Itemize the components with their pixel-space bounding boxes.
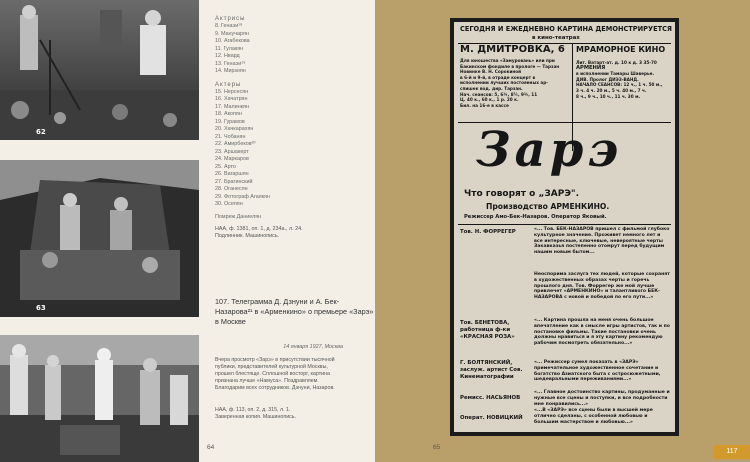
list-item: 23. Аршакерт [215, 148, 249, 155]
page-number-right: 65 [433, 444, 441, 451]
schedule-line: ДИВ. Пролог ДИЭЗ-ВАНД. [576, 76, 639, 82]
list-item: 27. Брагинский [215, 178, 253, 185]
list-item: 8. Генаэи¹⁸ [215, 23, 243, 29]
page-number-left: 64 [207, 444, 215, 451]
list-item: 14. Мирзоян [215, 68, 246, 74]
schedule-line: в исполнении Тамары Шаверье. [576, 71, 655, 77]
list-item: 19. Гурамов [215, 118, 245, 125]
schedule-line: Для юношества «Замуровань» или при [460, 58, 555, 63]
cinema-name: М. ДМИТРОВКА, 6 [460, 44, 565, 55]
document-body: Вчера просмотр «Зарэ» в присутствии тысячной публики, представителей культурной Москвы, прошел блестяще. Сплошной восторг, картина признана лучше «Намуса». Поздравляем. Благодарим всех сотрудников. Дзнуни, Назаров. [215, 357, 335, 391]
page-badge: 117 [714, 445, 750, 459]
quote-text: «... Тов. БЕК-НАЗАРОВ пришел с фильмой глубоко культурное значение. Проживет немного лет и все интересные, ключевые, невероятные черты Закавказья постепенно отомрут перед будущим нашим новым бытом... [534, 227, 670, 256]
schedule-line: 8 ч., 9 ч., 10 ч., 11 ч. 30 м. [576, 93, 641, 99]
photo-63 [0, 160, 199, 317]
quote-author: Тов. Н. ФОРРЕГЕР [460, 229, 516, 235]
list-item: 29. Фотограф Агаякян [215, 193, 270, 200]
photo-64 [0, 335, 199, 462]
actresses-heading: Актрисы [215, 16, 246, 22]
schedule-line: Лит. Ватарт-ат. д. 10 к д. 3 35-70 [576, 60, 657, 65]
source-line: НАА, ф. 113, оп. 2, д. 315, л. 1. [215, 407, 291, 413]
schedule-line: исполнении лучших постоянных ар- [460, 80, 548, 86]
quote-author: Тов. БЕНЕТОВА, работница ф-ки «КРАСНАЯ РОЗА» [460, 320, 515, 340]
schedule-line: АРМЕНИЯ [576, 64, 606, 71]
advertisement-body [454, 22, 675, 432]
newspaper-advertisement [450, 18, 679, 436]
producer: Производство АРМЕНКИНО. [486, 202, 610, 211]
schedule-line: 3 ч. 4 ч. 20 м., 5 ч. 40 м., 7 ч. [576, 87, 647, 93]
quote-author: Ремисс. НАСЬЯНОВ [460, 395, 521, 401]
cast-list [215, 16, 370, 240]
list-item: 10. Агабекова [215, 38, 250, 44]
cinema-schedule [460, 58, 570, 108]
photo-62 [0, 0, 199, 140]
quote-author: Операт. НОВИЦКИЙ [460, 415, 523, 421]
top-banner: СЕГОДНЯ И ЕЖЕДНЕВНО КАРТИНА ДЕМОНСТРИРУЕТСЯ [460, 25, 672, 33]
list-item: 21. Чобанян [215, 133, 246, 140]
actors-heading: Актеры [215, 81, 242, 88]
assistant-director: Помреж Даниелян [215, 213, 262, 220]
document-date: 14 января 1927, Москва [283, 344, 343, 350]
quote-text: Неоспорима заслуга тех людей, которые сохранят в художественных образах черты и горечь прошлого дня. Тов. Форрегер же мой лучше привлечет «АРМЕНКИНО» и талантливого БЕК-НАЗАРОВА с новой и победой по его пути...» [534, 272, 670, 301]
list-item: 13. Генаэи¹⁹ [215, 60, 246, 67]
list-item: 20. Хачкарахян [215, 126, 254, 132]
source-note: Заверенная копия. Машинопись. [215, 414, 297, 420]
source-line: НАА, ф. 1381, оп. 1, д. 234а., л. 24. [215, 226, 303, 232]
photo-number: 62 [36, 128, 46, 136]
list-item: 26. Вагаршян [215, 171, 249, 177]
list-item: 16. Хачатрян [215, 96, 248, 102]
quote-author: Г. БОЛТЯНСКИЙ, заслуж. артист Сов. Кинематографии [460, 360, 523, 380]
schedule-line: Нач. сеансов: 5, 6¾, 8¼, 9¾, 11 [460, 91, 538, 97]
quote-text: «... Главное достоинство картины, продуманные и нужные все сцены и поступки, и все подробности мне понравились...» [534, 390, 670, 407]
quote-text: «... Режиссер сумел показать в «ЗАРЭ» примечательное художественное сочетание и богатство Азиатского быта с остросюжетными, шедевральными переживаниями...» [534, 360, 661, 383]
divider [458, 224, 671, 225]
schedule-line: Новинке В. Н. Сорокиной [460, 69, 522, 75]
schedule-line: Ц. 40 к., 60 к., 1 р. 20 к. [460, 97, 519, 103]
cinemas-line: в кино-театрах [532, 35, 580, 41]
list-item: 12. Нвард [215, 53, 240, 59]
list-item: 18. Акопян [215, 111, 242, 117]
schedule-line: Бакинском фондиле в прологе — Тарзан [460, 63, 560, 69]
list-item: 30. Осепян [215, 201, 243, 207]
schedule-line: НАЧАЛО СЕАНСОВ: 12 ч., 1 ч. 50 м., [576, 82, 663, 88]
schedule-line: спишек вод. дир. Тарзан. [460, 85, 523, 91]
photo-number: 63 [36, 304, 46, 312]
source-block [215, 407, 347, 421]
quote-text: «... Картина прошла на меня очень большое впечатление как в смысле игры артистов, так и по постановке фильмы. Такие постановки очень должны нравиться и я эту картину рекомендую рабочим посмотреть обязательно...» [534, 318, 670, 347]
subtitle: Что говорят о „ЗАРЭ". [464, 189, 580, 199]
list-item: 24. Маркаров [215, 156, 249, 162]
list-item: 17. Малинкян [215, 103, 249, 110]
document-title: 107. Телеграмма Д. Дзнуни и А. Бек-Назарова²¹ в «Арменкино» о премьере «Зарэ» в Москве [215, 297, 374, 326]
list-item: 28. Оганесян [215, 186, 248, 192]
source-note: Подлинник. Машинопись. [215, 233, 280, 239]
list-item: 25. Арто [215, 163, 236, 170]
cinema-schedule [576, 60, 672, 99]
list-item: 11. Гулакян [215, 45, 244, 52]
schedule-line: Бил. на 16-е в кассе [460, 102, 509, 108]
credits: Режиссер Амо-Бек-Назаров. Оператор Яковый. [464, 214, 607, 220]
cinema-name: МРАМОРНОЕ КИНО [576, 45, 666, 54]
film-title: Зарэ [476, 122, 623, 178]
schedule-line: в 6-й и 9-й, в отраде концерт в [460, 74, 536, 80]
quote-text: «...В «ЗАРЭ» все сцены были в высшей мере отлично сделаны, с особенной любовью и большим мастерством и любовью...» [534, 408, 653, 425]
list-item: 22. Амирбеков²⁰ [215, 141, 256, 147]
list-item: 9. Манучарян [215, 30, 249, 37]
list-item: 15. Нерсесян [215, 88, 249, 95]
